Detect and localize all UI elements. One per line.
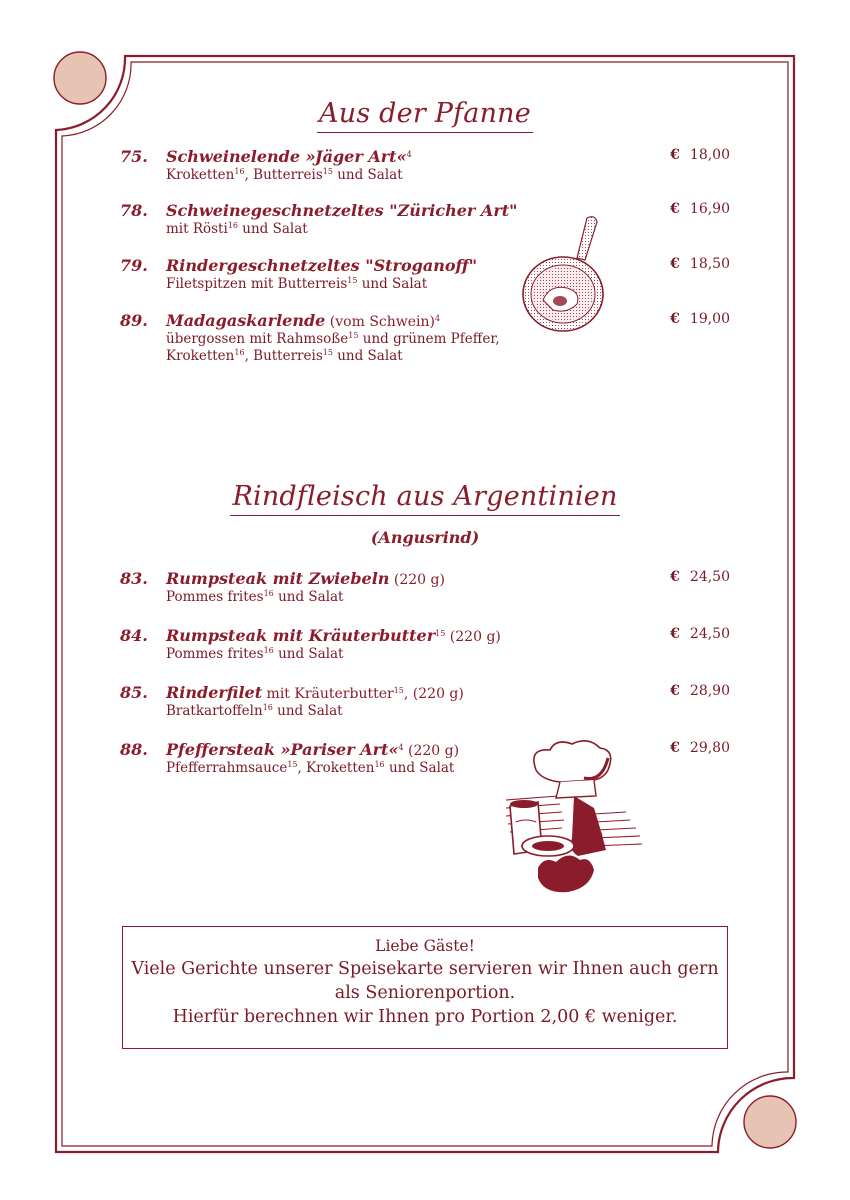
item-number: 84. xyxy=(120,626,148,645)
item-name: Schweinegeschnetzeltes "Züricher Art" xyxy=(166,201,518,220)
description-line: Kroketten$^{16}$, Butterreis$^{15}$ und Salat xyxy=(166,348,403,364)
item-number: 88. xyxy=(120,740,148,759)
item-price: € 29,80 xyxy=(670,740,730,756)
notice-line-2: als Seniorenportion. xyxy=(334,983,516,1003)
description-line: Pommes frites$^{16}$ und Salat xyxy=(166,646,344,662)
corner-circle-bottom-right xyxy=(744,1096,796,1148)
item-number: 83. xyxy=(120,569,148,588)
item-price: € 18,00 xyxy=(670,147,730,163)
description-line: Pfefferrahmsauce$^{15}$, Kroketten$^{16}$ und Salat xyxy=(166,760,455,776)
item-name: Rindergeschnetzeltes "Stroganoff" xyxy=(166,256,478,275)
item-name: Schweinelende »Jäger Art«$^4$ xyxy=(166,147,412,166)
frying-pan-illustration xyxy=(515,210,615,335)
item-description xyxy=(166,167,403,184)
item-price: € 16,90 xyxy=(670,201,730,217)
description-line: Bratkartoffeln$^{16}$ und Salat xyxy=(166,703,343,719)
item-price: € 19,00 xyxy=(670,311,730,327)
item-name: Rumpsteak mit Zwiebeln (220 g) xyxy=(166,569,445,588)
item-description xyxy=(166,276,427,293)
notice-line-3: Hierfür berechnen wir Ihnen pro Portion 2,00 € weniger. xyxy=(172,1007,678,1027)
item-name: Madagaskarlende (vom Schwein)$^4$ xyxy=(166,311,441,330)
item-price: € 24,50 xyxy=(670,626,730,642)
item-number: 89. xyxy=(120,311,148,330)
item-number: 79. xyxy=(120,256,148,275)
item-price: € 24,50 xyxy=(670,569,730,585)
item-name: Pfeffersteak »Pariser Art«$^4$ (220 g) xyxy=(166,740,460,759)
description-line: übergossen mit Rahmsoße$^{15}$ und grünem Pfeffer, xyxy=(166,331,500,347)
item-description xyxy=(166,331,500,365)
item-number: 78. xyxy=(120,201,148,220)
notice-line-1: Viele Gerichte unserer Speisekarte servieren wir Ihnen auch gern xyxy=(131,959,719,979)
item-description xyxy=(166,703,343,720)
item-price: € 28,90 xyxy=(670,683,730,699)
notice-greeting: Liebe Gäste! xyxy=(375,937,475,955)
section-subtitle: (Angusrind) xyxy=(370,528,480,547)
chef-illustration xyxy=(498,738,648,903)
section-title-rindfleisch: Rindfleisch aus Argentinien xyxy=(0,481,850,512)
item-number: 75. xyxy=(120,147,148,166)
item-name: Rinderfilet mit Kräuterbutter$^{15}$, (220 g) xyxy=(166,683,464,702)
item-price: € 18,50 xyxy=(670,256,730,272)
item-description xyxy=(166,646,343,663)
item-number: 85. xyxy=(120,683,148,702)
description-line: mit Rösti$^{16}$ und Salat xyxy=(166,221,308,237)
description-line: Pommes frites$^{16}$ und Salat xyxy=(166,589,344,605)
item-name: Rumpsteak mit Kräuterbutter$^{15}$ (220 g) xyxy=(166,626,501,645)
item-description xyxy=(166,760,454,777)
senior-portion-notice xyxy=(122,926,728,1049)
item-description xyxy=(166,221,308,238)
description-line: Kroketten$^{16}$, Butterreis$^{15}$ und Salat xyxy=(166,167,403,183)
corner-circle-top-left xyxy=(54,52,106,104)
item-description xyxy=(166,589,343,606)
section-title-pfanne: Aus der Pfanne xyxy=(0,98,850,129)
description-line: Filetspitzen mit Butterreis$^{15}$ und Salat xyxy=(166,276,428,292)
